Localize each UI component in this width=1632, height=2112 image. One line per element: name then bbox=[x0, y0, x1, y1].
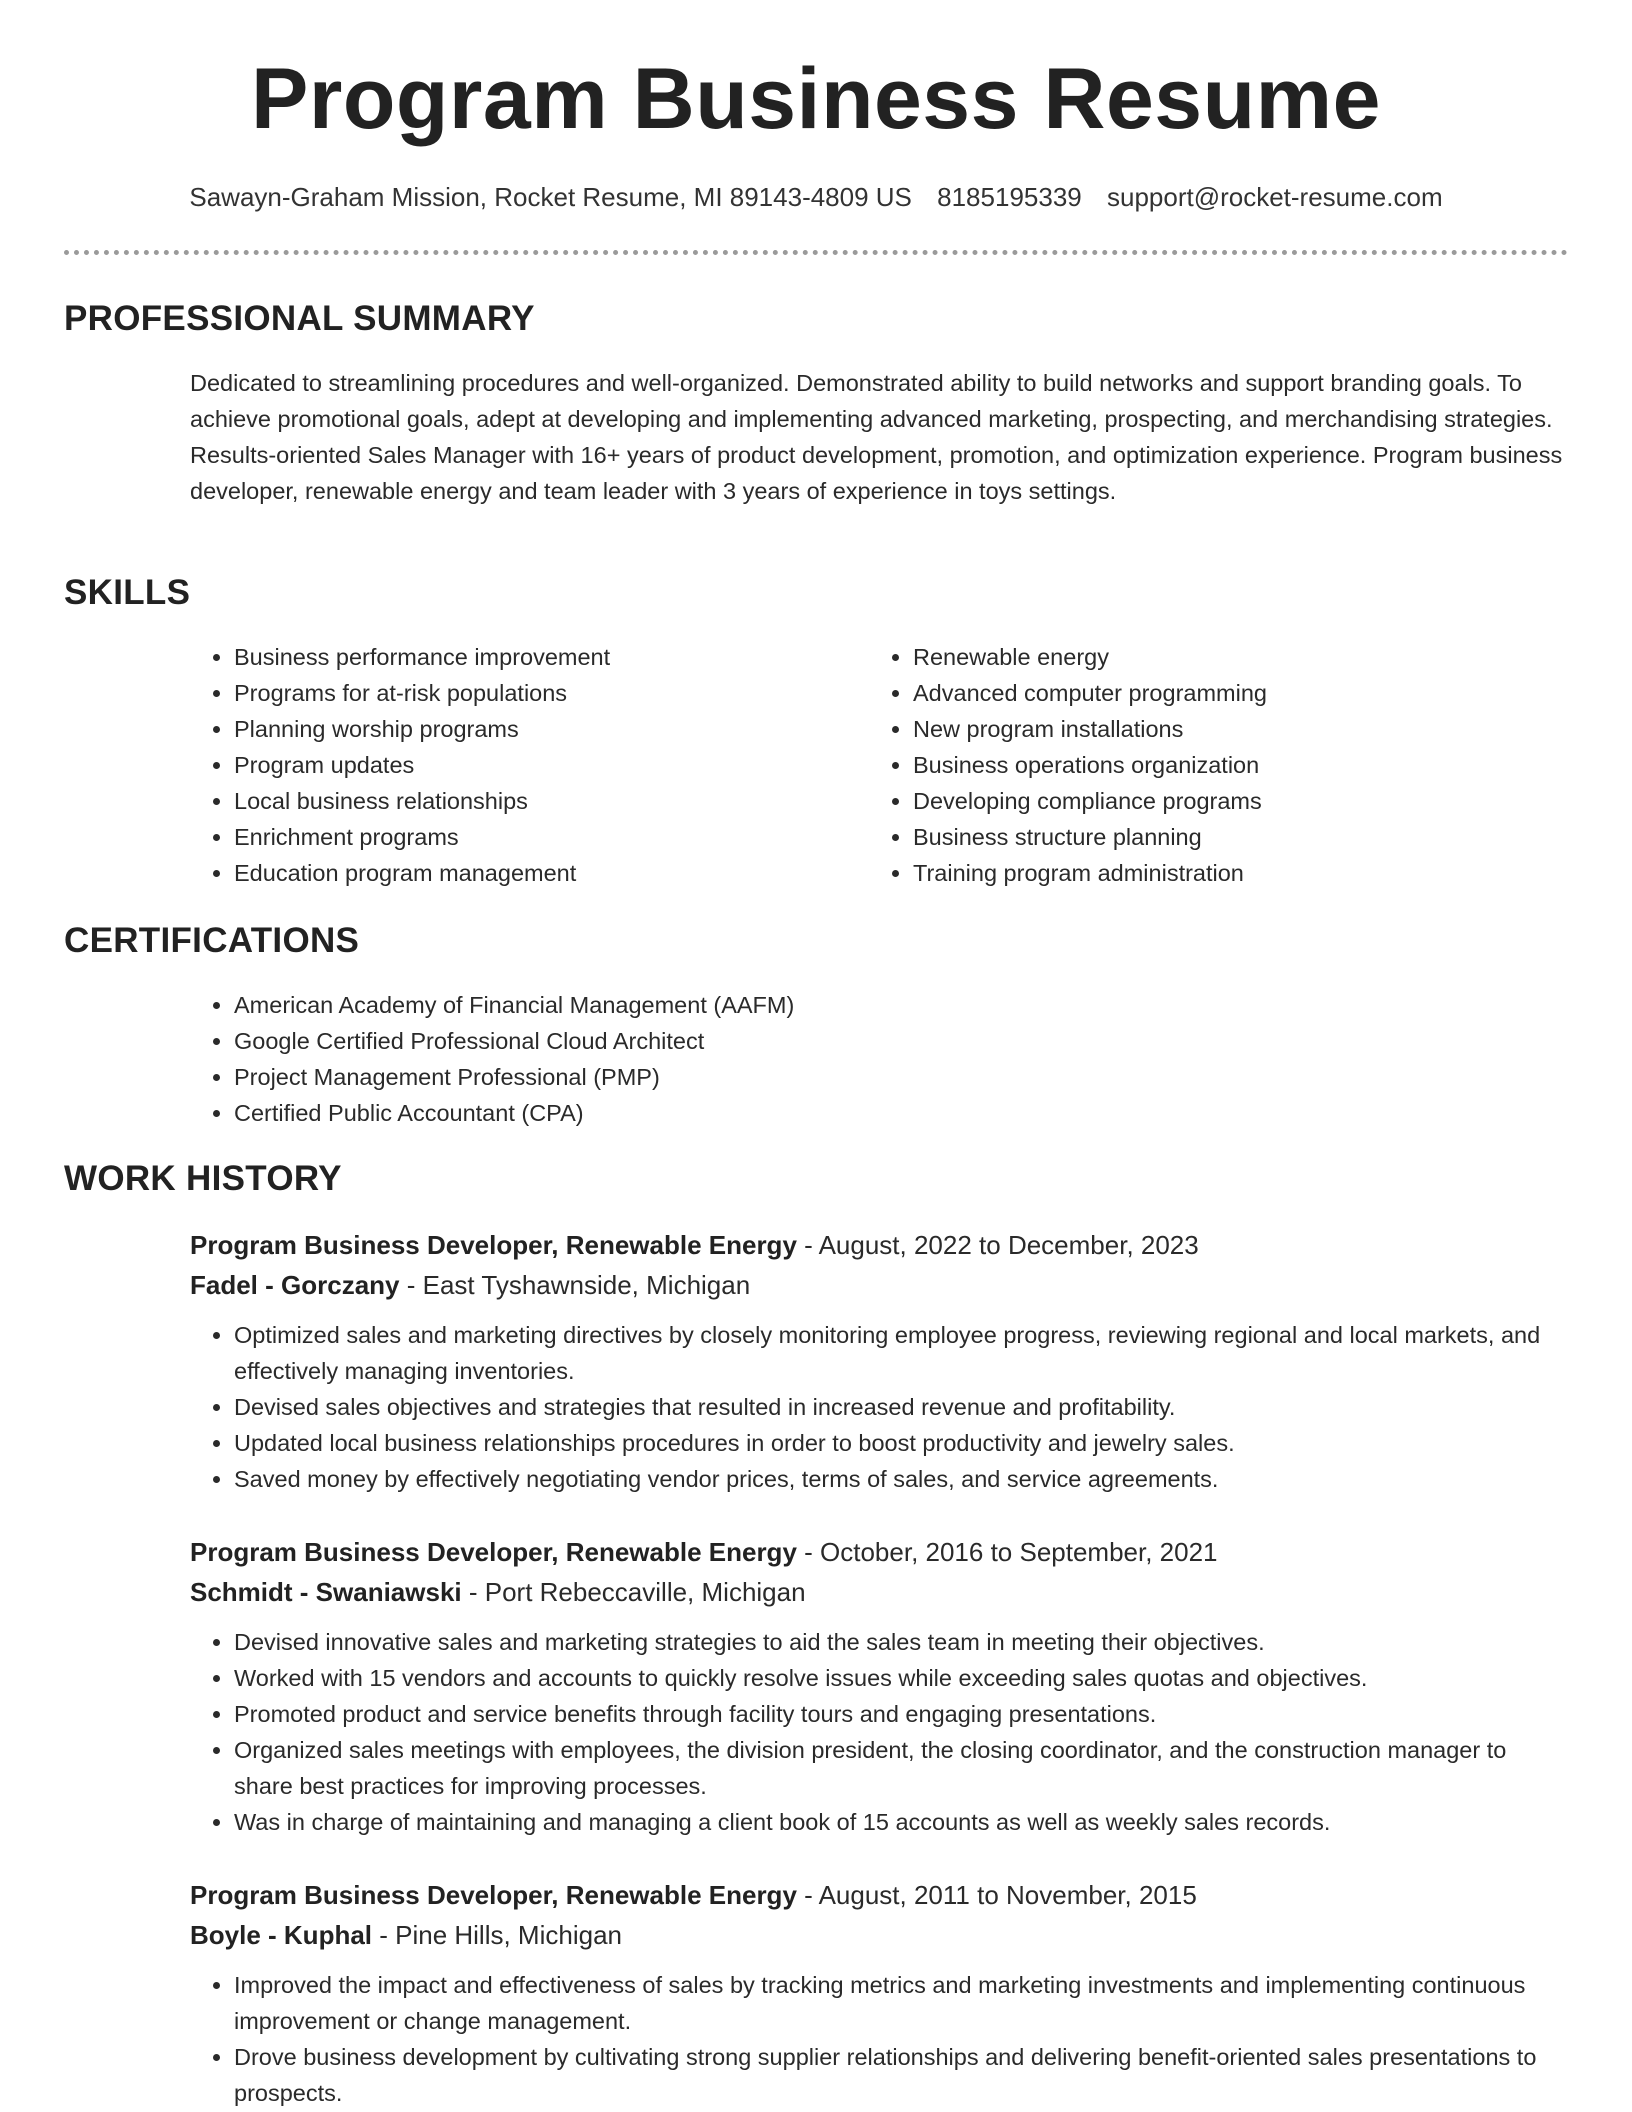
list-item: • Organized sales meetings with employees, the division president, the closing coordinator, and the construction manager to share best practices for improving processes. bbox=[234, 1732, 1570, 1804]
list-item: • Certified Public Accountant (CPA) bbox=[234, 1095, 1390, 1131]
list-item: • Worked with 15 vendors and accounts to quickly resolve issues while exceeding sales quotas and objectives. bbox=[234, 1660, 1570, 1696]
list-item: • Advanced computer programming bbox=[913, 675, 1509, 711]
list-item: • Developing compliance programs bbox=[913, 783, 1509, 819]
list-item: • Was in charge of maintaining and managing a client book of 15 accounts as well as weekly sales records. bbox=[234, 1804, 1570, 1840]
job-dates: - October, 2016 to September, 2021 bbox=[796, 1537, 1218, 1567]
work-history-heading: WORK HISTORY bbox=[64, 1159, 342, 1198]
list-item: • Updated local business relationships procedures in order to boost productivity and jewelry sales. bbox=[234, 1425, 1570, 1461]
job-entry-2 bbox=[190, 1532, 1570, 1840]
list-item: • Project Management Professional (PMP) bbox=[234, 1059, 1390, 1095]
job-title: Program Business Developer, Renewable Energy bbox=[190, 1880, 797, 1910]
list-item: • Optimized sales and marketing directives by closely monitoring employee progress, reviewing regional and local markets, and effectively managing inventories. bbox=[234, 1317, 1570, 1389]
job-location: - East Tyshawnside, Michigan bbox=[399, 1270, 751, 1300]
job-entry-3 bbox=[190, 1875, 1570, 2111]
list-item: • Enrichment programs bbox=[234, 819, 830, 855]
job-bullets bbox=[190, 1624, 1570, 1840]
job-title: Program Business Developer, Renewable Energy bbox=[190, 1230, 797, 1260]
job-title-line bbox=[190, 1225, 1570, 1265]
certifications-list bbox=[190, 987, 1390, 1131]
job-dates: - August, 2022 to December, 2023 bbox=[796, 1230, 1199, 1260]
job-company-line bbox=[190, 1572, 1570, 1612]
job-title: Program Business Developer, Renewable Energy bbox=[190, 1537, 797, 1567]
header-divider bbox=[64, 250, 1568, 255]
list-item: • Promoted product and service benefits through facility tours and engaging presentations. bbox=[234, 1696, 1570, 1732]
list-item: • Devised sales objectives and strategies that resulted in increased revenue and profitability. bbox=[234, 1389, 1570, 1425]
list-item: • American Academy of Financial Management (AAFM) bbox=[234, 987, 1390, 1023]
job-bullets bbox=[190, 1967, 1570, 2111]
skills-column-left bbox=[190, 639, 830, 891]
list-item: • Business operations organization bbox=[913, 747, 1509, 783]
job-title-line bbox=[190, 1532, 1570, 1572]
list-item: • New program installations bbox=[913, 711, 1509, 747]
skills-list-right bbox=[869, 639, 1509, 891]
skills-list-left bbox=[190, 639, 830, 891]
list-item: • Program updates bbox=[234, 747, 830, 783]
job-company-line bbox=[190, 1265, 1570, 1305]
contact-line bbox=[0, 182, 1632, 213]
resume-title: Program Business Resume bbox=[251, 51, 1381, 147]
certifications-heading: CERTIFICATIONS bbox=[64, 921, 360, 960]
list-item: • Saved money by effectively negotiating vendor prices, terms of sales, and service agreements. bbox=[234, 1461, 1570, 1497]
list-item: • Improved the impact and effectiveness of sales by tracking metrics and marketing investments and implementing continuous improvement or change management. bbox=[234, 1967, 1570, 2039]
job-location: - Port Rebeccaville, Michigan bbox=[461, 1577, 806, 1607]
contact-address: Sawayn-Graham Mission, Rocket Resume, MI 89143-4809 US bbox=[189, 182, 912, 212]
list-item: • Devised innovative sales and marketing strategies to aid the sales team in meeting their objectives. bbox=[234, 1624, 1570, 1660]
list-item: • Local business relationships bbox=[234, 783, 830, 819]
list-item: • Training program administration bbox=[913, 855, 1509, 891]
contact-email: support@rocket-resume.com bbox=[1106, 182, 1443, 212]
job-entry-1 bbox=[190, 1225, 1570, 1497]
job-company: Boyle - Kuphal bbox=[190, 1920, 373, 1950]
list-item: • Education program management bbox=[234, 855, 830, 891]
summary-text: Dedicated to streamlining procedures and well-organized. Demonstrated ability to build networks and support branding goals. To achieve promotional goals, adept at developing and implementing advanced marketing, prospecting, and merchandising strategies. Results-oriented Sales Manager with 16+ years of product development, promotion, and optimization experience. Program business developer, renewable energy and team leader with 3 years of experience in toys settings. bbox=[190, 370, 1563, 504]
list-item: • Google Certified Professional Cloud Architect bbox=[234, 1023, 1390, 1059]
list-item: • Drove business development by cultivating strong supplier relationships and delivering benefit-oriented sales presentations to prospects. bbox=[234, 2039, 1570, 2111]
list-item: • Business performance improvement bbox=[234, 639, 830, 675]
list-item: • Renewable energy bbox=[913, 639, 1509, 675]
contact-phone: 8185195339 bbox=[937, 182, 1082, 212]
job-company-line bbox=[190, 1915, 1570, 1955]
summary-heading: PROFESSIONAL SUMMARY bbox=[64, 299, 535, 338]
skills-column-right bbox=[869, 639, 1509, 891]
job-dates: - August, 2011 to November, 2015 bbox=[796, 1880, 1197, 1910]
job-bullets bbox=[190, 1317, 1570, 1497]
list-item: • Programs for at-risk populations bbox=[234, 675, 830, 711]
list-item: • Planning worship programs bbox=[234, 711, 830, 747]
certifications-block bbox=[190, 987, 1390, 1131]
skills-heading: SKILLS bbox=[64, 573, 191, 612]
job-location: - Pine Hills, Michigan bbox=[372, 1920, 622, 1950]
job-company: Schmidt - Swaniawski bbox=[190, 1577, 462, 1607]
list-item: • Business structure planning bbox=[913, 819, 1509, 855]
job-title-line bbox=[190, 1875, 1570, 1915]
job-company: Fadel - Gorczany bbox=[190, 1270, 400, 1300]
